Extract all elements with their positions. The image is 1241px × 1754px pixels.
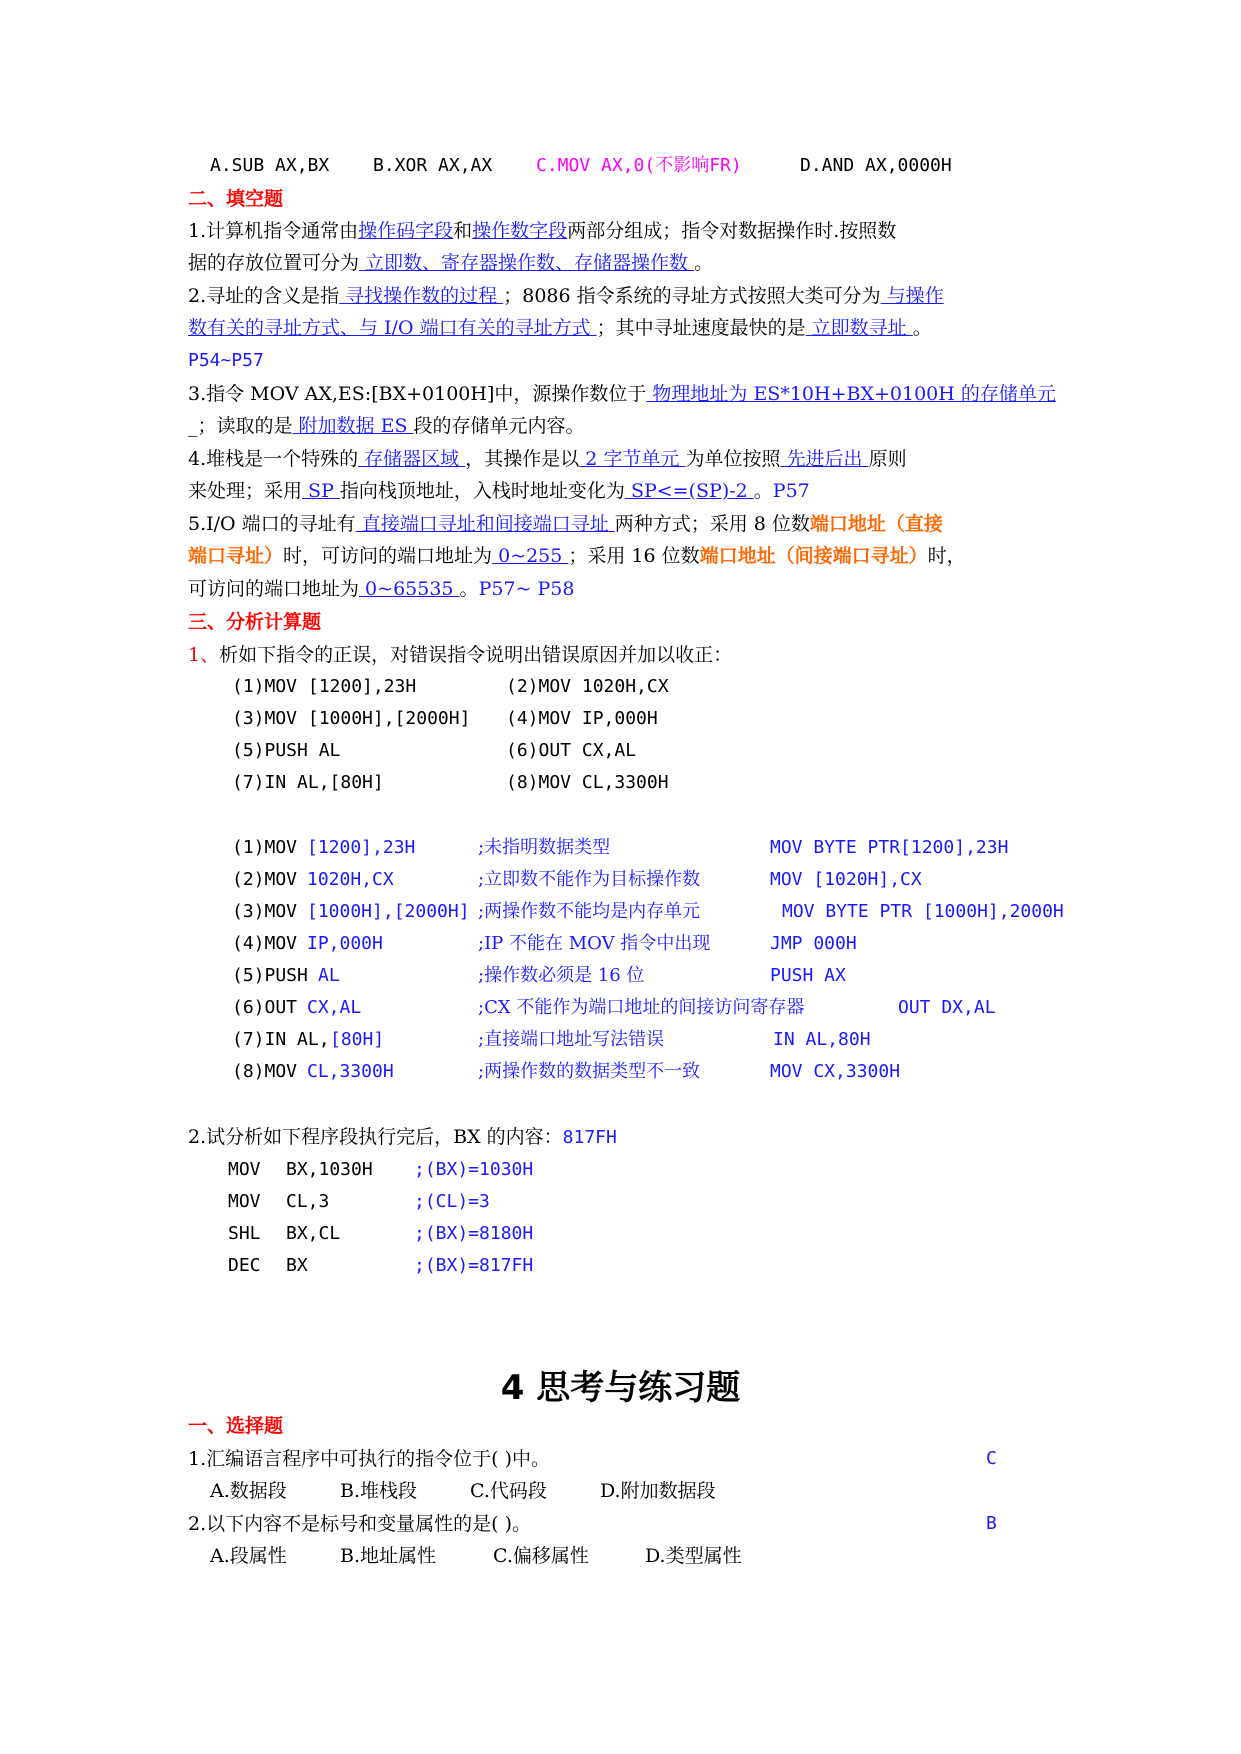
- answer: 存储器区域: [358, 448, 466, 470]
- instr-item: (8)MOV CL,3300H: [506, 772, 669, 793]
- text: ；8086 指令系统的寻址方式按照大类可分为: [503, 285, 881, 307]
- answer: 直接端口寻址和间接端口寻址: [355, 513, 615, 535]
- text: _: [188, 415, 198, 437]
- answer: 数有关的寻址方式、与 I/O 端口有关的寻址方式: [188, 317, 597, 339]
- answer-reason: ;IP 不能在 MOV 指令中出现: [478, 933, 711, 954]
- fill-q2-line2: [188, 315, 932, 341]
- answer-op: (7)IN AL,: [232, 1029, 330, 1050]
- text: 可访问的端口地址为: [188, 578, 360, 600]
- text: 指向栈顶地址，入栈时地址变化为: [339, 480, 625, 502]
- answer: 与操作: [880, 285, 944, 307]
- choice-q2-opt: C.偏移属性: [493, 1545, 589, 1567]
- option-d: D.AND AX,0000H: [800, 155, 952, 176]
- program-arg: BX: [286, 1255, 308, 1276]
- fill-q4-line1: [188, 446, 907, 472]
- answer: 操作数字段: [472, 220, 568, 242]
- fill-q5-line1: [188, 511, 943, 537]
- answer: 817FH: [562, 1127, 617, 1148]
- answer-op: (6)OUT: [232, 997, 298, 1018]
- text: 时，可访问的端口地址为: [283, 545, 493, 567]
- choice-q1-opt: A.数据段: [210, 1480, 287, 1502]
- answer-reason: ;直接端口地址写法错误: [478, 1029, 665, 1050]
- text: 两种方式；采用 8 位数: [614, 513, 810, 535]
- answer: SP<=(SP)-2: [624, 480, 754, 502]
- fill-q4-line2: [188, 478, 810, 504]
- instr-item: (1)MOV [1200],23H: [232, 676, 417, 697]
- answer: SP: [302, 480, 340, 502]
- analysis-q2: [188, 1124, 617, 1151]
- text: 。: [694, 252, 714, 274]
- text: 2.试分析如下程序段执行完后，BX 的内容：: [188, 1126, 563, 1148]
- highlight: 端口寻址）: [188, 545, 284, 567]
- text: 4.堆栈是一个特殊的: [188, 448, 359, 470]
- instr-item: (4)MOV IP,000H: [506, 708, 658, 729]
- answer-op: (2)MOV: [232, 869, 298, 890]
- text: 。: [753, 480, 773, 502]
- answer-op: (1)MOV: [232, 837, 298, 858]
- fill-q1-line1: [188, 218, 896, 244]
- answer: 立即数、寄存器操作数、存储器操作数: [359, 252, 695, 274]
- choice-q1-opt: C.代码段: [470, 1480, 547, 1502]
- section-title-analysis: 三、分析计算题: [188, 611, 322, 633]
- text: 。: [459, 578, 479, 600]
- text: ；其中寻址速度最快的是: [596, 317, 806, 339]
- choice-q2-opt: B.地址属性: [340, 1545, 437, 1567]
- section-title-choice: 一、选择题: [188, 1415, 284, 1437]
- answer-arg: [1000H],[2000H]: [307, 901, 470, 922]
- answer: 0~65535: [359, 578, 460, 600]
- text: 5.I/O 端口的寻址有: [188, 513, 356, 535]
- answer-reason: ;立即数不能作为目标操作数: [478, 869, 701, 890]
- instr-item: (2)MOV 1020H,CX: [506, 676, 669, 697]
- fill-q1-line2: [188, 250, 713, 276]
- text: 原则: [868, 448, 907, 470]
- highlight: 端口地址（间接端口寻址）: [699, 545, 928, 567]
- chapter-title: 4 思考与练习题: [500, 1368, 741, 1408]
- choice-q2: 2.以下内容不是标号和变量属性的是( )。: [188, 1513, 531, 1535]
- answer-reason: ;两操作数的数据类型不一致: [478, 1061, 701, 1082]
- answer-reason: ;两操作数不能均是内存单元: [478, 901, 701, 922]
- answer-fix: MOV BYTE PTR[1200],23H: [770, 837, 1009, 858]
- answer-arg: CX,AL: [307, 997, 362, 1018]
- text: 和: [453, 220, 473, 242]
- fill-q5-line3: [188, 576, 574, 602]
- answer: 立即数寻址: [805, 317, 913, 339]
- text: 析如下指令的正误，对错误指令说明出错误原因并加以收正：: [219, 644, 733, 666]
- answer: 附加数据 ES: [292, 415, 414, 437]
- answer-fix: JMP 000H: [770, 933, 857, 954]
- text: 据的存放位置可分为: [188, 252, 360, 274]
- answer-op: (3)MOV: [232, 901, 298, 922]
- choice-q2-opt: A.段属性: [210, 1545, 287, 1567]
- choice-q2-opt: D.类型属性: [645, 1545, 742, 1567]
- answer-arg: CL,3300H: [307, 1061, 394, 1082]
- text: 段的存储单元内容。: [413, 415, 585, 437]
- answer-arg: IP,000H: [307, 933, 383, 954]
- text: 。: [912, 317, 932, 339]
- choice-q1-answer: C: [986, 1448, 997, 1469]
- answer-op: (8)MOV: [232, 1061, 298, 1082]
- answer-arg: [80H]: [330, 1029, 385, 1050]
- text: 来处理；采用: [188, 480, 303, 502]
- choice-q1-opt: D.附加数据段: [600, 1480, 716, 1502]
- answer: 2 字节单元: [579, 448, 686, 470]
- program-op: MOV: [228, 1191, 261, 1212]
- text: 1.计算机指令通常由: [188, 220, 359, 242]
- program-comment: ;(BX)=1030H: [414, 1159, 534, 1180]
- answer-op: (4)MOV: [232, 933, 298, 954]
- choice-q2-answer: B: [986, 1513, 997, 1534]
- page-ref: P57~ P58: [478, 578, 575, 600]
- program-op: DEC: [228, 1255, 261, 1276]
- program-arg: CL,3: [286, 1191, 330, 1212]
- page-ref: P57: [772, 480, 810, 502]
- section-title-fill-in: 二、填空题: [188, 188, 284, 210]
- text: ，其操作是以: [465, 448, 580, 470]
- instr-item: (7)IN AL,[80H]: [232, 772, 384, 793]
- answer-op: (5)PUSH: [232, 965, 308, 986]
- answer-fix: MOV CX,3300H: [770, 1061, 901, 1082]
- program-comment: ;(BX)=817FH: [414, 1255, 534, 1276]
- answer: 操作码字段: [358, 220, 454, 242]
- answer-reason: ;操作数必须是 16 位: [478, 965, 645, 986]
- instr-item: (6)OUT CX,AL: [506, 740, 637, 761]
- answer: 物理地址为 ES*10H+BX+0100H 的存储单元: [646, 383, 1056, 405]
- question-number: 1、: [188, 644, 220, 666]
- text: ；采用 16 位数: [568, 545, 700, 567]
- program-arg: BX,1030H: [286, 1159, 373, 1180]
- answer-fix: MOV BYTE PTR [1000H],2000H: [782, 901, 1064, 922]
- program-arg: BX,CL: [286, 1223, 341, 1244]
- answer: 先进后出: [780, 448, 869, 470]
- choice-q1-opt: B.堆栈段: [340, 1480, 418, 1502]
- program-op: MOV: [228, 1159, 261, 1180]
- text: ；读取的是: [197, 415, 293, 437]
- choice-q1: 1.汇编语言程序中可执行的指令位于( )中。: [188, 1448, 550, 1470]
- option-c-answer: C.MOV AX,0(不影响FR): [536, 155, 742, 176]
- program-comment: ;(CL)=3: [414, 1191, 490, 1212]
- text: 2.寻址的含义是指: [188, 285, 340, 307]
- fill-q5-line2: [188, 543, 966, 569]
- answer-reason: ;CX 不能作为端口地址的间接访问寄存器: [478, 997, 805, 1018]
- analysis-q1: [188, 642, 732, 668]
- text: 3.指令 MOV AX,ES:[BX+0100H]中，源操作数位于: [188, 383, 647, 405]
- answer-reason: ;未指明数据类型: [478, 837, 611, 858]
- answer-arg: 1020H,CX: [307, 869, 394, 890]
- answer: 寻找操作数的过程: [339, 285, 504, 307]
- text: 为单位按照: [685, 448, 781, 470]
- fill-q3-line2: [188, 413, 585, 439]
- answer-fix: PUSH AX: [770, 965, 846, 986]
- answer: 0~255: [492, 545, 569, 567]
- text: 时，: [927, 545, 966, 567]
- option-b: B.XOR AX,AX: [373, 155, 493, 176]
- instr-item: (5)PUSH AL: [232, 740, 341, 761]
- fill-q2-line1: [188, 283, 944, 309]
- text: 两部分组成；指令对数据操作时.按照数: [567, 220, 897, 242]
- answer-fix: OUT DX,AL: [898, 997, 996, 1018]
- answer-arg: [1200],23H: [307, 837, 416, 858]
- answer-fix: MOV [1020H],CX: [770, 869, 922, 890]
- program-op: SHL: [228, 1223, 261, 1244]
- option-a: A.SUB AX,BX: [210, 155, 330, 176]
- instr-item: (3)MOV [1000H],[2000H]: [232, 708, 471, 729]
- answer-fix: IN AL,80H: [773, 1029, 871, 1050]
- answer-arg: AL: [318, 965, 340, 986]
- fill-q3-line1: [188, 381, 1056, 407]
- highlight: 端口地址（直接: [809, 513, 943, 535]
- program-comment: ;(BX)=8180H: [414, 1223, 534, 1244]
- fill-q2-page-ref: P54~P57: [188, 350, 264, 371]
